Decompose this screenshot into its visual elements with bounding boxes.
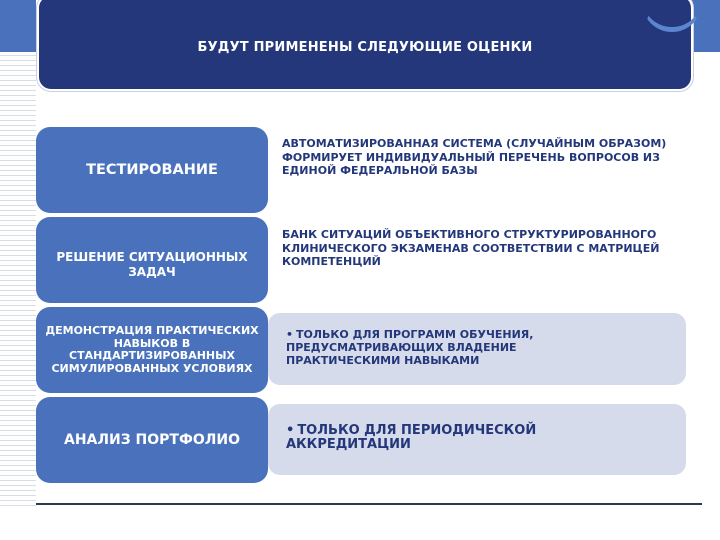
top-left-decor-block <box>0 0 36 52</box>
assessment-case-solving-box <box>36 217 268 303</box>
assessment-note: • ТОЛЬКО ДЛЯ ПЕРИОДИЧЕСКОЙ АККРЕДИТАЦИИ <box>286 423 537 452</box>
assessment-portfolio-box <box>36 397 268 483</box>
footer-divider <box>36 503 702 505</box>
assessment-testing-box <box>36 127 268 213</box>
bullet-icon: • <box>286 423 295 438</box>
assessment-description: АВТОМАТИЗИРОВАННАЯ СИСТЕМА (СЛУЧАЙНЫМ ОБРАЗОМ) ФОРМИРУЕТ ИНДИВИДУАЛЬНЫЙ ПЕРЕЧЕНЬ ВОПРОСОВ ИЗ ЕДИНОЙ ФЕДЕРАЛЬНОЙ БАЗЫ <box>282 137 667 177</box>
assessment-note: • ТОЛЬКО ДЛЯ ПРОГРАММ ОБУЧЕНИЯ, ПРЕДУСМАТРИВАЮЩИХ ВЛАДЕНИЕ ПРАКТИЧЕСКИМИ НАВЫКАМИ <box>286 328 534 367</box>
assessment-description: БАНК СИТУАЦИЙ ОБЪЕКТИВНОГО СТРУКТУРИРОВАННОГО КЛИНИЧЕСКОГО ЭКЗАМЕНАВ СООТВЕТСТВИИ С МАТРИЦЕЙ КОМПЕТЕНЦИЙ <box>282 228 660 268</box>
assessment-label: РЕШЕНИЕ СИТУАЦИОННЫХ ЗАДАЧ <box>56 250 248 279</box>
page-title: БУДУТ ПРИМЕНЕНЫ СЛЕДУЮЩИЕ ОЦЕНКИ <box>197 40 533 55</box>
bullet-icon: • <box>286 328 294 341</box>
left-striped-decor <box>0 55 36 510</box>
title-banner <box>37 0 693 91</box>
assessment-label: ТЕСТИРОВАНИЕ <box>86 162 218 178</box>
assessment-practical-skills-box <box>36 307 268 393</box>
assessment-label: ДЕМОНСТРАЦИЯ ПРАКТИЧЕСКИХ НАВЫКОВ В СТАНДАРТИЗИРОВАННЫХ СИМУЛИРОВАННЫХ УСЛОВИЯХ <box>45 324 259 375</box>
assessment-label: АНАЛИЗ ПОРТФОЛИО <box>63 432 240 448</box>
